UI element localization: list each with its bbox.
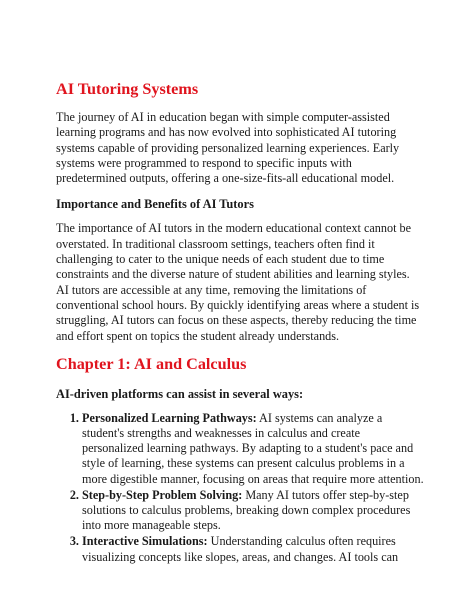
chapter-lead: AI-driven platforms can assist in several ways: bbox=[56, 386, 304, 401]
list-item bbox=[82, 488, 424, 534]
ways-list bbox=[56, 411, 424, 565]
list-item-text: AI systems can analyze a student's strengths and weaknesses in calculus and create personalized learning pathways. By adapting to a student's pace and style of learning, these systems can present calculus problems in a more digestible manner, focusing on areas that require more attention. bbox=[82, 410, 424, 486]
importance-paragraph: The importance of AI tutors in the modern educational context cannot be overstated. In traditional classroom settings, teachers often find it challenging to cater to the unique needs of each student due to time constraints and the diverse nature of student abilities and learning styles. AI tutors are accessible at any time, removing the limitations of conventional school hours. By quickly identifying areas where a student is struggling, AI tutors can focus on these aspects, thereby reducing the time and effort spent on topics the student already understands. bbox=[56, 221, 420, 343]
list-item-title: Step-by-Step Problem Solving: bbox=[82, 487, 243, 502]
list-item bbox=[82, 534, 424, 564]
intro-paragraph: The journey of AI in education began with simple computer-assisted learning programs and has now evolved into sophisticated AI tutoring systems capable of providing personalized learning experiences. Early systems were programmed to respond to specific inputs with predetermined outputs, offering a one-size-fits-all educational model. bbox=[56, 110, 400, 186]
document-page bbox=[56, 79, 424, 566]
list-item-title: Interactive Simulations: bbox=[82, 534, 208, 549]
list-item bbox=[82, 411, 424, 487]
section-title: AI Tutoring Systems bbox=[56, 80, 199, 98]
list-item-title: Personalized Learning Pathways: bbox=[82, 410, 257, 425]
list-item-text: Understanding calculus often requires visualizing concepts like slopes, areas, and changes. AI tools can bbox=[82, 534, 399, 564]
list-item-text: Many AI tutors offer step-by-step solutions to calculus problems, breaking down complex procedures into more manageable steps. bbox=[82, 487, 411, 533]
chapter-title: Chapter 1: AI and Calculus bbox=[56, 354, 247, 373]
importance-heading: Importance and Benefits of AI Tutors bbox=[56, 197, 254, 212]
